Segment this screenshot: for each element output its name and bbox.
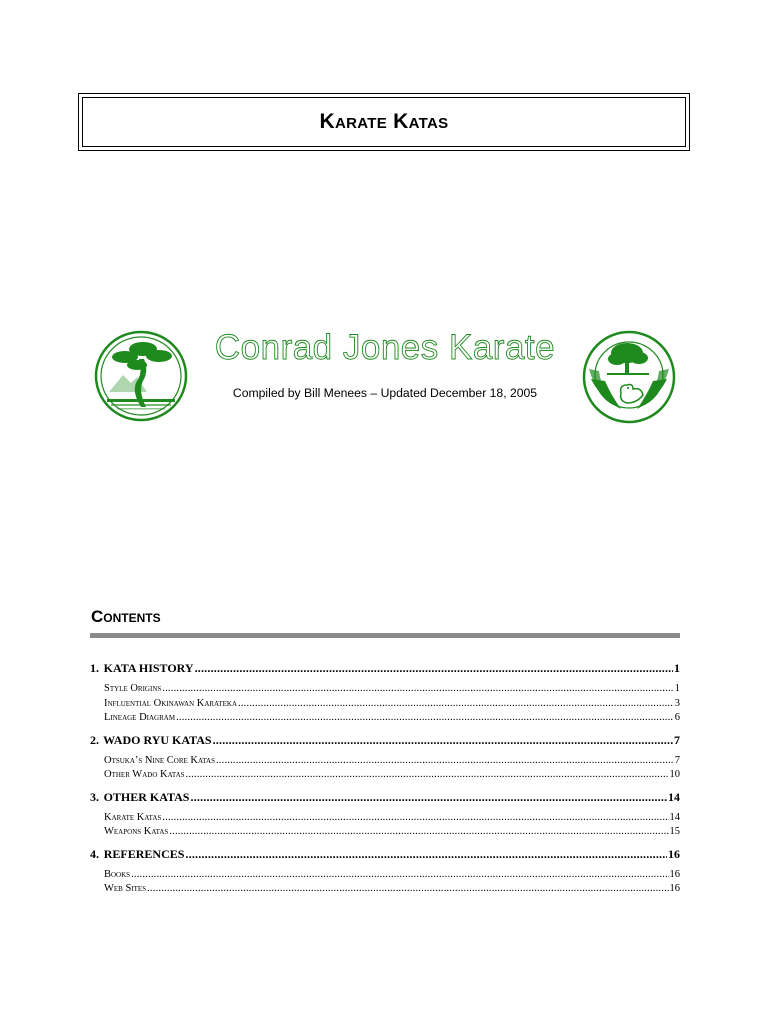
toc-item-label: Web Sites <box>104 883 147 894</box>
toc-page-number: 7 <box>674 754 680 766</box>
toc-item-label: Style Origins <box>104 683 162 694</box>
toc-page-number: 7 <box>674 732 680 747</box>
toc-page-number: 1 <box>674 683 680 694</box>
toc-section-number: 2. <box>90 732 99 747</box>
toc-leader <box>131 868 668 883</box>
toc-item-label: Karate Katas <box>104 811 162 823</box>
toc-section-label: WADO RYU KATAS <box>103 732 212 747</box>
toc-item-label: Influential Okinawan Karateka <box>104 697 238 709</box>
toc-page-number: 6 <box>674 712 680 723</box>
toc-leader <box>238 697 674 712</box>
toc-item-other-wado-katas[interactable] <box>90 768 680 783</box>
toc-item-weapons-katas[interactable] <box>90 825 680 840</box>
toc-leader <box>190 789 667 806</box>
toc-item-label: Other Wado Katas <box>104 769 185 780</box>
toc-page-number: 3 <box>674 697 680 709</box>
toc-leader <box>185 846 667 863</box>
toc-page-number: 10 <box>669 769 680 780</box>
toc-item-label: Otsuka’s Nine Core Katas <box>104 754 215 766</box>
toc-section-label: KATA HISTORY <box>103 661 194 675</box>
toc-page-number: 16 <box>669 868 680 880</box>
toc-section-3[interactable] <box>90 789 680 806</box>
toc-leader <box>195 660 673 677</box>
contents-heading: Contents <box>91 607 161 626</box>
toc-leader <box>216 754 674 769</box>
table-of-contents <box>90 660 680 897</box>
toc-section-1[interactable] <box>90 660 680 677</box>
toc-section-label: REFERENCES <box>103 846 185 861</box>
toc-leader <box>176 711 674 726</box>
toc-section-4[interactable] <box>90 846 680 863</box>
title-box-inner <box>82 97 686 147</box>
toc-item-label: Lineage Diagram <box>104 712 176 723</box>
toc-leader <box>162 682 673 697</box>
toc-item-style-origins[interactable] <box>90 682 680 697</box>
toc-page-number: 15 <box>669 826 680 837</box>
toc-item-lineage-diagram[interactable] <box>90 711 680 726</box>
toc-leader <box>162 811 668 826</box>
toc-section-number: 3. <box>90 789 99 804</box>
toc-page-number: 1 <box>674 661 680 675</box>
title-box <box>78 93 690 151</box>
toc-item-karate-katas[interactable] <box>90 811 680 826</box>
contents-divider <box>90 633 680 638</box>
toc-item-label: Weapons Katas <box>104 826 169 837</box>
toc-section-label: OTHER KATAS <box>103 789 190 804</box>
page-title: Karate Katas <box>319 110 449 133</box>
toc-section-2[interactable] <box>90 732 680 749</box>
tree-dove-emblem-icon <box>581 329 677 425</box>
toc-leader <box>213 732 673 749</box>
toc-page-number: 14 <box>668 789 680 804</box>
brand-name: Conrad Jones Karate <box>214 328 556 367</box>
toc-leader <box>186 768 669 783</box>
bonsai-tree-emblem-icon <box>93 329 189 423</box>
toc-page-number: 14 <box>669 811 680 823</box>
toc-page-number: 16 <box>669 883 680 894</box>
toc-leader <box>147 882 668 897</box>
toc-section-number: 4. <box>90 846 99 861</box>
toc-page-number: 16 <box>668 846 680 861</box>
subtitle: Compiled by Bill Menees – Updated December 18, 2005 <box>232 386 538 400</box>
toc-item-web-sites[interactable] <box>90 882 680 897</box>
toc-item-nine-core-katas[interactable] <box>90 754 680 769</box>
toc-section-number: 1. <box>90 661 99 675</box>
toc-leader <box>169 825 668 840</box>
toc-item-influential-karateka[interactable] <box>90 697 680 712</box>
toc-item-label: Books <box>104 868 131 880</box>
toc-item-books[interactable] <box>90 868 680 883</box>
